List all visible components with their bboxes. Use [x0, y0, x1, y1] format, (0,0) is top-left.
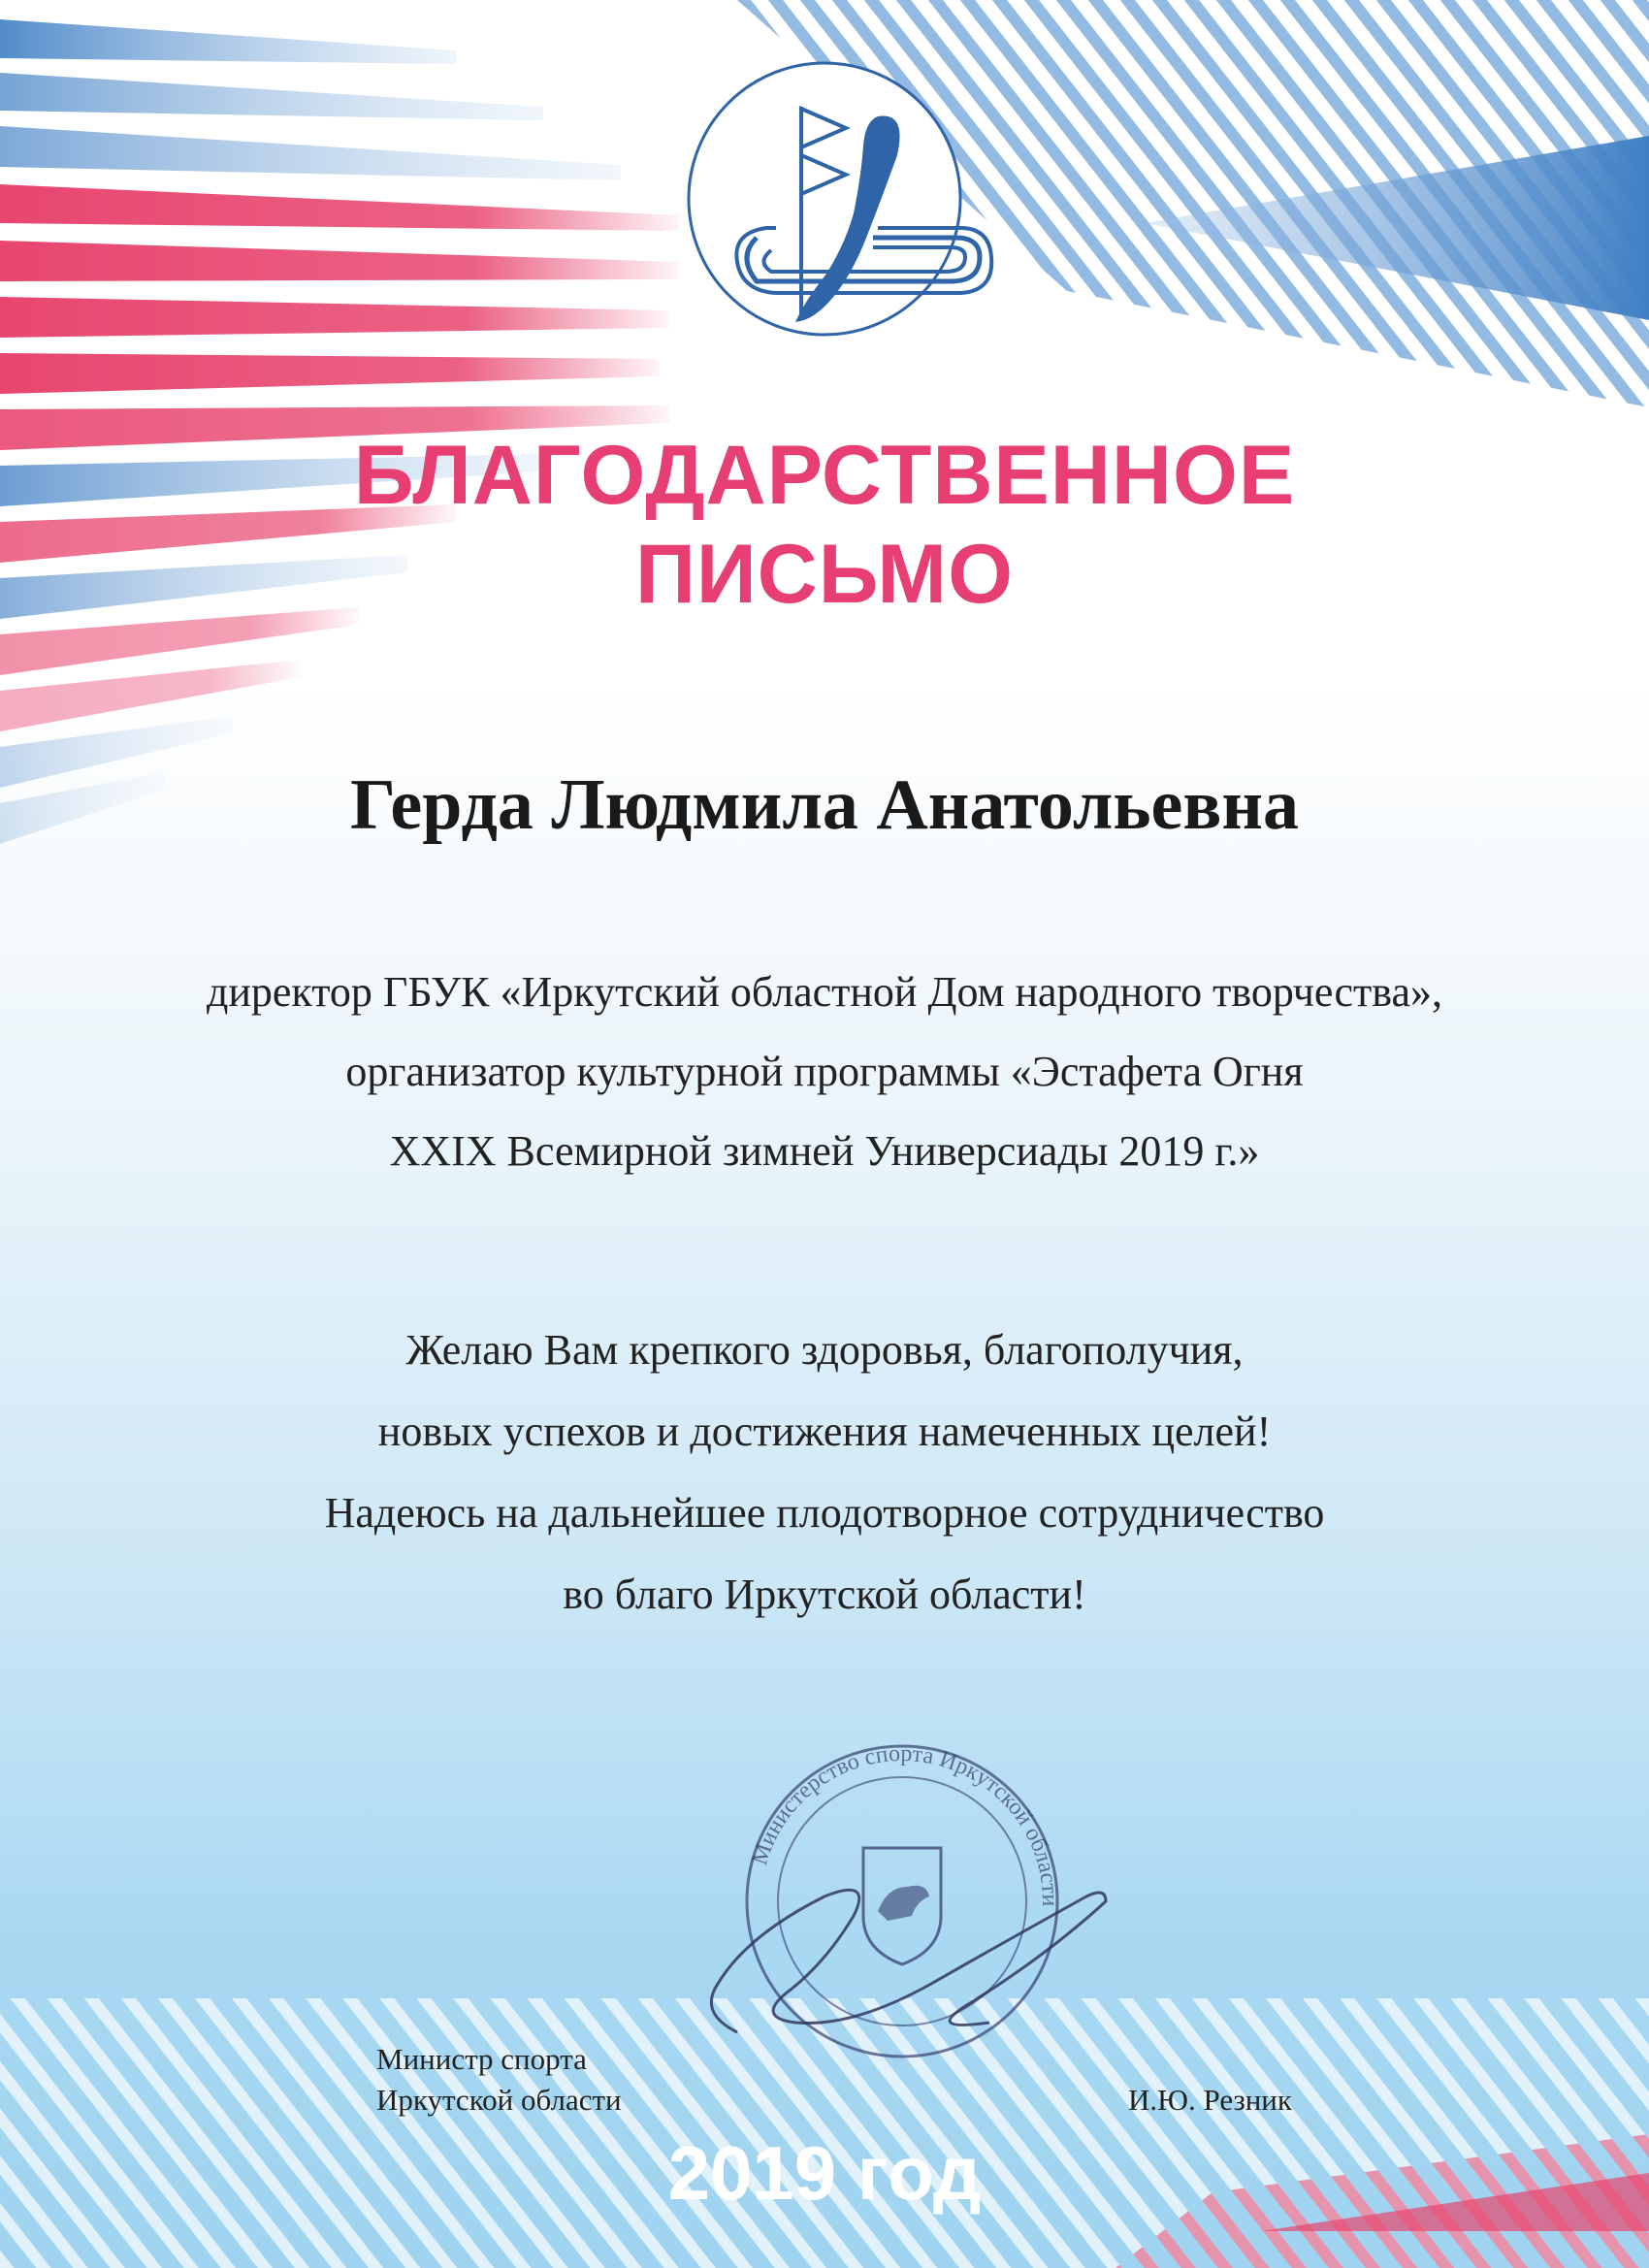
signer-name: И.Ю. Резник [1128, 2083, 1292, 2117]
wish-line-2: новых успехов и достижения намеченных целей! [377, 1408, 1272, 1455]
recipient-name: Герда Людмила Анатольевна [349, 765, 1299, 845]
signer-title-line-2: Иркутской области [376, 2083, 622, 2117]
wish-line-1: Желаю Вам крепкого здоровья, благополучия, [405, 1326, 1244, 1374]
position-line-1: директор ГБУК «Иркутский областной Дом народного творчества», [206, 968, 1443, 1016]
wish-line-4: во благо Иркутской области! [563, 1571, 1086, 1618]
position-line-2: организатор культурной программы «Эстафета Огня [345, 1048, 1304, 1095]
signer-title-line-1: Министр спорта [376, 2042, 587, 2076]
wish-line-3: Надеюсь на дальнейшее плодотворное сотрудничество [324, 1489, 1325, 1537]
ministry-seal-icon [679, 1741, 1125, 2061]
year-label: 2019 год [667, 2130, 982, 2216]
seal-text: Министерство спорта Иркутской области [747, 1741, 1063, 1907]
svg-text:Министерство спорта Иркутской [747, 1741, 1062, 1907]
title-line-1: БЛАГОДАРСТВЕННОЕ [353, 429, 1296, 522]
title-line-2: ПИСЬМО [635, 528, 1014, 621]
position-line-3: XXIX Всемирной зимней Универсиады 2019 г.» [389, 1127, 1260, 1175]
